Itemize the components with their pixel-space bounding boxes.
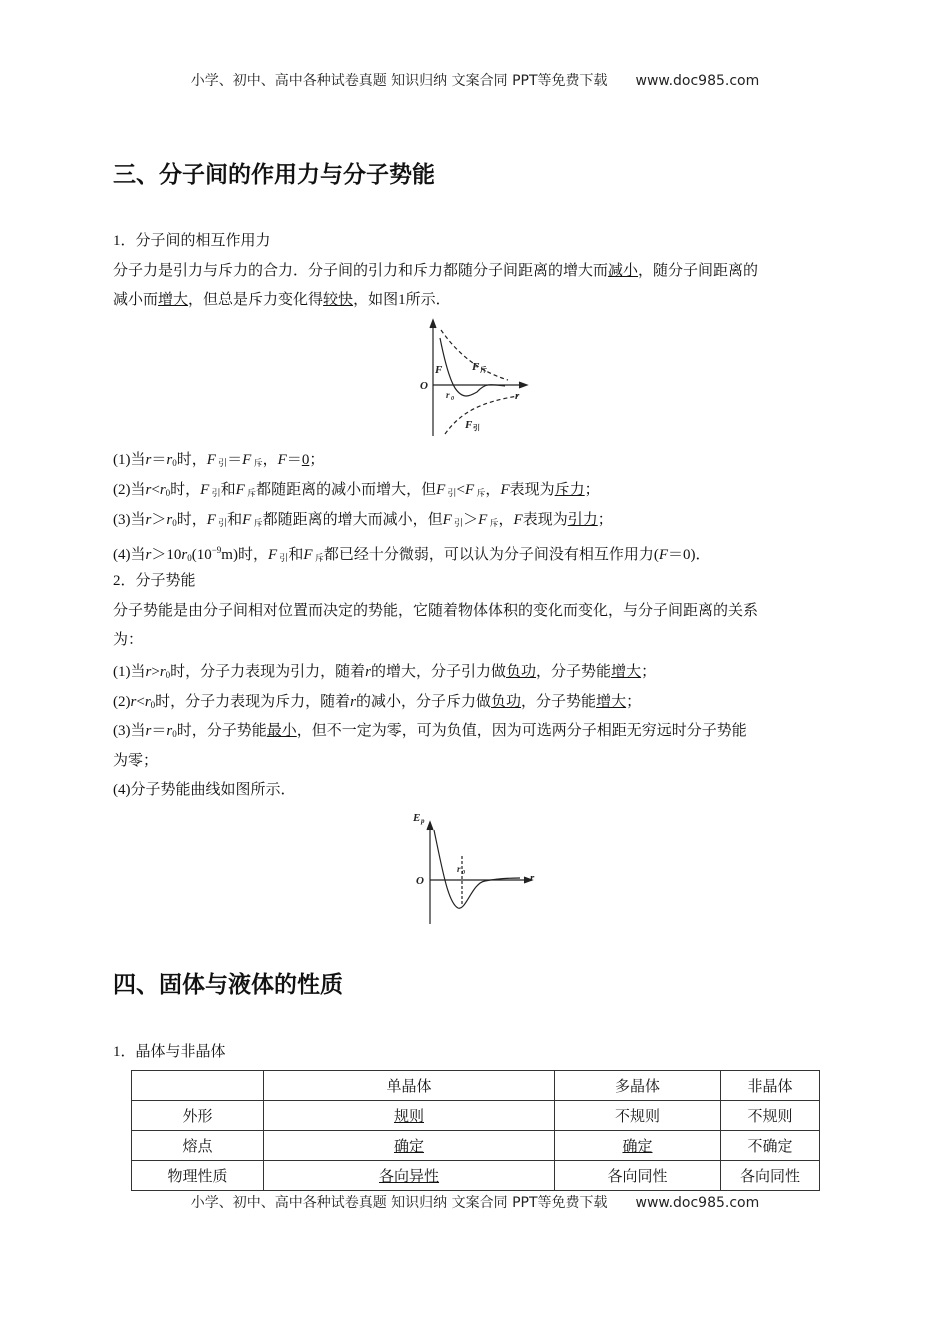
r-label: r [515, 390, 520, 402]
text-segment: 时， [176, 452, 207, 468]
x-axis-arrow [519, 382, 527, 388]
cell-text: 各向异性 [378, 1169, 439, 1185]
text-segment: 0 [165, 488, 171, 498]
text-segment: F [206, 452, 216, 468]
text-line [113, 780, 296, 800]
table-cell [132, 1161, 264, 1191]
header-cell: 非晶体 [721, 1071, 820, 1101]
table-header-row [132, 1071, 820, 1101]
text-segment: ； [309, 452, 325, 468]
text-segment: F [436, 482, 446, 498]
text-segment: 的减小，分子斥力做 [356, 694, 492, 710]
f-rep-sub: 斥 [480, 366, 487, 374]
answer-underlined: 较快 [323, 292, 354, 308]
header-cell [132, 1071, 264, 1101]
text-segment: r [350, 694, 357, 710]
cell-text: 熔点 [182, 1139, 213, 1155]
text-segment: r [145, 452, 152, 468]
text-segment: 引 [215, 518, 228, 528]
intermolecular-force-figure [415, 318, 535, 438]
text-segment: 0 [172, 458, 177, 468]
text-segment: 斥 [251, 518, 263, 528]
text-segment: < [151, 482, 160, 498]
header-cell: 单晶体 [264, 1071, 555, 1101]
text-segment: 0 [165, 670, 171, 680]
header-cell: 多晶体 [555, 1071, 721, 1101]
text-segment: (1)当 [113, 452, 146, 468]
r-label: r [530, 872, 535, 884]
text-segment: F [500, 482, 510, 498]
text-segment: (2) [113, 694, 131, 710]
f-label: F [435, 364, 443, 376]
text-segment: m)时， [221, 547, 268, 563]
text-segment: ， [485, 482, 501, 498]
text-segment: r [145, 664, 152, 680]
text-segment: F [242, 452, 252, 468]
text-segment: ＝ [151, 452, 167, 468]
text-segment: r [130, 694, 137, 710]
text-segment: r [145, 547, 152, 563]
text-segment: 为零； [113, 753, 159, 769]
answer-underlined: 最小 [266, 723, 297, 739]
text-segment: 斥 [244, 488, 257, 498]
f-att-sub: 引 [473, 424, 480, 432]
text-segment: ； [584, 482, 600, 498]
text-segment: ，分子势能 [521, 694, 597, 710]
text-segment: r [145, 482, 152, 498]
text-line [113, 540, 711, 568]
text-segment: 2．分子势能 [113, 573, 196, 589]
text-segment: 和 [227, 512, 243, 528]
text-line [113, 290, 451, 310]
origin-label: O [416, 875, 424, 887]
text-segment: F [464, 482, 475, 498]
text-line [113, 1042, 226, 1062]
text-line [113, 630, 143, 650]
text-segment: ＞10 [151, 547, 182, 563]
answer-underlined: 负功 [506, 664, 537, 680]
text-segment: > [151, 664, 160, 680]
table-cell [264, 1161, 555, 1191]
table-cell [264, 1131, 555, 1161]
potential-curve [434, 830, 520, 908]
r0-sub: 0 [451, 396, 454, 402]
table-cell [721, 1101, 820, 1131]
answer-underlined: 增大 [158, 292, 189, 308]
text-segment: 时，分子力表现为引力，随着 [170, 664, 366, 680]
text-segment: < [456, 482, 465, 498]
attractive-force-curve [445, 396, 518, 434]
text-segment: F [277, 452, 287, 468]
text-segment: 时， [170, 482, 201, 498]
table-cell [721, 1161, 820, 1191]
text-segment: 表现为 [509, 482, 555, 498]
page-header [0, 70, 950, 90]
text-segment: ； [597, 512, 613, 528]
text-segment: 斥 [251, 458, 263, 468]
text-line [113, 450, 324, 473]
text-segment: (4)分子势能曲线如图所示． [113, 782, 296, 798]
text-segment: 1．晶体与非晶体 [113, 1044, 226, 1060]
text-segment: F [235, 482, 245, 498]
text-segment: F [513, 512, 523, 528]
text-segment: ，但不一定为零，可为负值，因为可选两分子相距无穷远时分子势能 [296, 723, 747, 739]
text-line [113, 751, 158, 771]
table-row [132, 1161, 820, 1191]
text-line [113, 721, 747, 744]
text-segment: 引 [215, 458, 228, 468]
origin-label: O [420, 380, 428, 392]
text-line [113, 510, 613, 533]
text-segment: (10 [191, 547, 212, 563]
cell-text: 确定 [622, 1139, 653, 1155]
text-segment: r [145, 723, 152, 739]
answer-underlined: 增大 [611, 664, 642, 680]
text-segment: ，如图1所示． [353, 292, 451, 308]
text-segment: 分子势能是由分子间相对位置而决定的势能，它随着物体体积的变化而变化，与分子间距离的关系 [113, 603, 759, 619]
crystal-comparison-table [131, 1070, 820, 1191]
text-segment: 0 [172, 518, 177, 528]
text-segment: 时， [176, 512, 207, 528]
text-segment: 时，分子力表现为斥力，随着 [155, 694, 351, 710]
text-segment: r [166, 452, 173, 468]
text-segment: 0 [187, 553, 192, 563]
table-cell [555, 1101, 721, 1131]
text-line [113, 692, 641, 715]
text-segment: 分子力是引力与斥力的合力．分子间的引力和斥力都随分子间距离的增大而 [113, 263, 609, 279]
text-segment: F [658, 547, 669, 563]
text-segment: 表现为 [522, 512, 568, 528]
cell-text: 各向同性 [607, 1169, 668, 1185]
text-segment: (2)当 [113, 482, 146, 498]
text-line [113, 571, 196, 591]
y-axis-arrow [427, 822, 433, 830]
text-segment: 引 [277, 553, 289, 563]
text-segment: F [200, 482, 210, 498]
cell-text: 规则 [393, 1109, 424, 1125]
text-segment: r [144, 694, 151, 710]
text-segment: ＞ [151, 512, 167, 528]
r0-label: r [457, 864, 461, 874]
text-segment: 0 [172, 729, 177, 739]
text-segment: 斥 [487, 518, 499, 528]
text-segment: 都随距离的增大而减小，但 [262, 512, 443, 528]
table-cell [721, 1131, 820, 1161]
header-text: 小学、初中、高中各种试卷真题 知识归纳 文案合同 PPT等免费下载 [190, 73, 608, 89]
potential-energy-figure [410, 808, 540, 926]
table-cell [264, 1101, 555, 1131]
text-segment: F [303, 547, 313, 563]
table-row [132, 1131, 820, 1161]
text-segment: ，但总是斥力变化得 [188, 292, 324, 308]
text-segment: F [242, 512, 252, 528]
text-line [113, 601, 758, 621]
answer-underlined: 引力 [567, 512, 598, 528]
text-segment: ，分子势能 [536, 664, 612, 680]
text-segment: 斥 [312, 553, 324, 563]
page-footer [0, 1192, 950, 1212]
text-segment: ＝ [151, 723, 167, 739]
text-segment: 引 [445, 488, 457, 498]
text-segment: F [206, 512, 216, 528]
header-url[interactable]: www.doc985.com [635, 73, 760, 89]
text-segment: ； [641, 664, 657, 680]
answer-underlined: 增大 [596, 694, 627, 710]
text-line [113, 662, 656, 685]
cell-text: 各向同性 [739, 1169, 800, 1185]
f-rep-label: F [472, 361, 480, 373]
f-att-label: F [465, 419, 473, 431]
text-segment: r [166, 723, 173, 739]
text-line [113, 261, 758, 281]
text-segment: −9 [211, 545, 222, 555]
text-segment: ＝ [286, 452, 302, 468]
text-segment: F [478, 512, 488, 528]
text-segment: ，随分子间距离的 [638, 263, 759, 279]
text-segment: 1．分子间的相互作用力 [113, 233, 271, 249]
text-segment: r [159, 482, 166, 498]
text-segment: ， [498, 512, 514, 528]
text-line [113, 480, 600, 503]
r0-sub: 0 [462, 870, 465, 876]
ep-sub: p [421, 817, 425, 825]
text-segment: F [442, 512, 452, 528]
table-cell [555, 1131, 721, 1161]
r0-label: r [446, 390, 450, 400]
text-segment: 斥 [474, 488, 486, 498]
text-segment: r [145, 512, 152, 528]
text-segment: (1)当 [113, 664, 146, 680]
text-segment: F [267, 547, 278, 563]
text-segment: r [166, 512, 173, 528]
text-segment: ； [626, 694, 642, 710]
cell-text: 不规则 [747, 1109, 793, 1125]
text-segment: r [365, 664, 372, 680]
text-segment: ＝ [227, 452, 243, 468]
text-segment: 引 [209, 488, 221, 498]
text-segment: 0 [150, 700, 156, 710]
answer-underlined: 减小 [608, 263, 639, 279]
footer-url[interactable]: www.doc985.com [635, 1195, 760, 1211]
table-cell [132, 1101, 264, 1131]
text-segment: ＞ [463, 512, 479, 528]
text-segment: < [136, 694, 145, 710]
section-title: 三、分子间的作用力与分子势能 [113, 162, 435, 188]
table-cell [555, 1161, 721, 1191]
text-segment: (3)当 [113, 512, 146, 528]
footer-text: 小学、初中、高中各种试卷真题 知识归纳 文案合同 PPT等免费下载 [190, 1195, 608, 1211]
text-segment: 的增大，分子引力做 [371, 664, 507, 680]
answer-underlined: 负功 [491, 694, 522, 710]
text-segment: 和 [288, 547, 304, 563]
cell-text: 外形 [182, 1109, 213, 1125]
ep-label: E [413, 812, 421, 824]
text-segment: 为： [113, 632, 144, 648]
section-title: 四、固体与液体的性质 [113, 972, 343, 998]
cell-text: 确定 [393, 1139, 424, 1155]
cell-text: 不规则 [614, 1109, 660, 1125]
text-segment: ＝0)． [668, 547, 711, 563]
text-segment: (4)当 [113, 547, 146, 563]
text-segment: ， [262, 452, 278, 468]
text-segment: 都已经十分微弱，可以认为分子间没有相互作用力( [323, 547, 659, 563]
text-segment: 都随距离的减小而增大，但 [256, 482, 437, 498]
text-segment: r [159, 664, 166, 680]
y-axis-arrow [430, 320, 436, 328]
cell-text: 不确定 [747, 1139, 793, 1155]
text-segment: 减小而 [113, 292, 159, 308]
table-cell [132, 1131, 264, 1161]
text-segment: 时，分子势能 [176, 723, 267, 739]
cell-text: 物理性质 [167, 1169, 228, 1185]
answer-underlined: 0 [301, 452, 310, 468]
text-segment: (3)当 [113, 723, 146, 739]
text-segment: r [181, 547, 188, 563]
text-segment: 和 [220, 482, 236, 498]
table-row [132, 1101, 820, 1131]
text-line [113, 231, 271, 251]
answer-underlined: 斥力 [554, 482, 585, 498]
text-segment: 引 [451, 518, 464, 528]
